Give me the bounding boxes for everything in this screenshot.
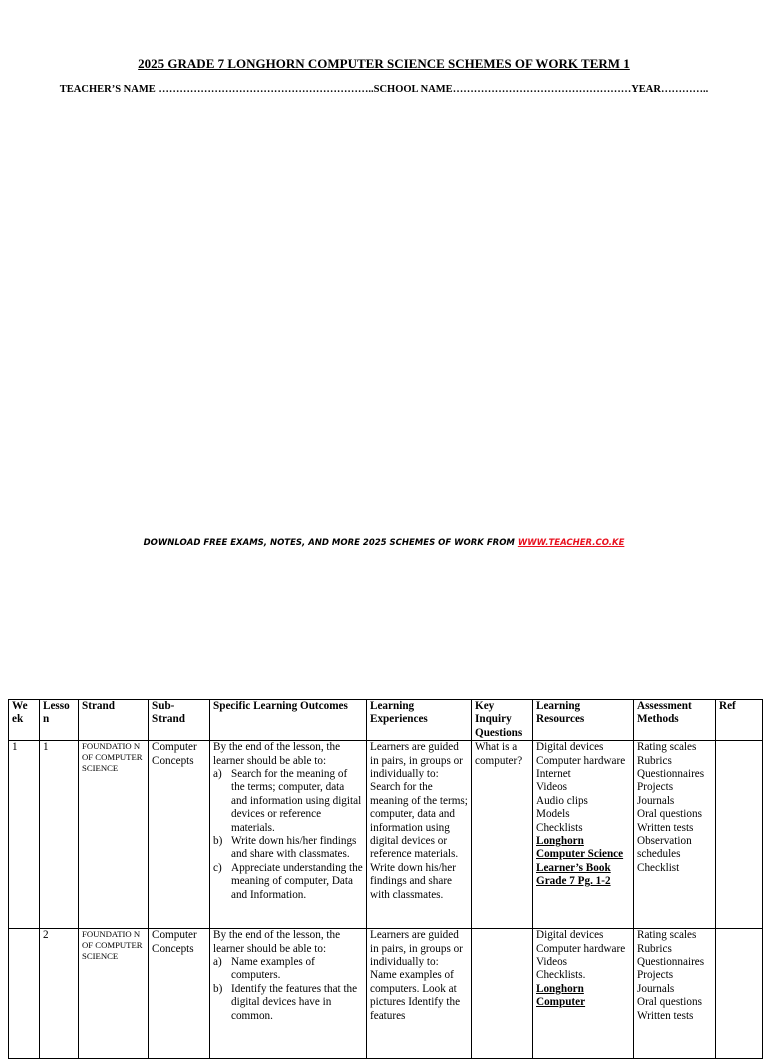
document-title: 2025 GRADE 7 LONGHORN COMPUTER SCIENCE SCHEMES OF WORK TERM 1: [138, 56, 630, 71]
cell-experiences: Learners are guided in pairs, in groups or individually to: Search for the meaning of the terms; computer, data and information using digital devices or reference materials. Write down his/her findings and share with classmates.: [367, 741, 472, 929]
cell-lesson: 2: [40, 929, 79, 1059]
cell-resources: [533, 741, 634, 929]
list-marker: b): [213, 982, 223, 995]
header-outcomes: Specific Learning Outcomes: [210, 700, 367, 741]
cell-questions: What is a computer?: [472, 741, 533, 929]
list-item: [213, 835, 363, 862]
table-header-row: [9, 700, 763, 741]
list-item: [213, 983, 363, 1023]
resource-item: Videos: [536, 781, 568, 794]
header-questions: Key Inquiry Questions: [472, 700, 533, 741]
cell-experiences: Learners are guided in pairs, in groups or individually to: Name examples of computers. Look at pictures Identify the features: [367, 929, 472, 1059]
textbook-reference: Longhorn Computer Science Learner’s Book Grade 7 Pg. 1-2: [536, 835, 624, 888]
assessment-item: Rating scales: [637, 929, 697, 942]
teacher-details-line: TEACHER’S NAME ……………………………………………………..SCHOOL NAME……………………………………………YEAR…………..: [59, 84, 709, 95]
list-text: Identify the features that the digital devices have in common.: [231, 982, 358, 1022]
header-resources: Learning Resources: [533, 700, 634, 741]
assessment-item: Questionnaires: [637, 956, 705, 969]
outcomes-intro: By the end of the lesson, the learner should be able to:: [213, 929, 341, 955]
assessment-item: Projects: [637, 781, 674, 794]
cell-week: 1: [9, 741, 40, 929]
assessment-item: Rubrics: [637, 754, 672, 767]
assessment-item: Journals: [637, 794, 675, 807]
resource-item: Videos: [536, 956, 568, 969]
assessment-item: Projects: [637, 969, 674, 982]
resource-item: Checklists.: [536, 969, 586, 982]
assessment-item: Written tests: [637, 1009, 694, 1022]
header-strand: Strand: [79, 700, 149, 741]
resource-item: Audio clips: [536, 794, 588, 807]
header-assessment: Assessment Methods: [634, 700, 716, 741]
cell-assessment: [634, 929, 716, 1059]
assessment-item: Rating scales: [637, 741, 697, 754]
list-text: Search for the meaning of the terms; computer, data and information using digital devices or reference materials.: [231, 768, 362, 834]
resource-item: Internet: [536, 768, 571, 781]
resource-item: Digital devices: [536, 741, 604, 754]
header-ref: Ref: [716, 700, 763, 741]
assessment-item: Written tests: [637, 821, 694, 834]
header-week: We ek: [9, 700, 40, 741]
assessment-item: Oral questions: [637, 808, 702, 821]
cell-week: [9, 929, 40, 1059]
cell-ref: [716, 929, 763, 1059]
header-substrand: Sub-Strand: [149, 700, 210, 741]
assessment-item: Rubrics: [637, 942, 672, 955]
table-row: [9, 741, 763, 929]
assessment-item: Journals: [637, 982, 675, 995]
cell-ref: [716, 741, 763, 929]
assessment-item: Questionnaires: [637, 768, 705, 781]
outcomes-intro: By the end of the lesson, the learner should be able to:: [213, 741, 341, 767]
list-text: Write down his/her findings and share with classmates.: [231, 835, 357, 861]
schemes-of-work-table: [8, 699, 763, 1059]
assessment-item: Oral questions: [637, 996, 702, 1009]
assessment-item: Observation schedules: [637, 835, 692, 861]
cell-questions: [472, 929, 533, 1059]
teacher-website-link[interactable]: WWW.TEACHER.CO.KE: [517, 538, 625, 548]
resource-item: Computer hardware: [536, 942, 626, 955]
cell-substrand: Computer Concepts: [149, 741, 210, 929]
resource-item: Digital devices: [536, 929, 604, 942]
outcomes-list: [213, 768, 363, 902]
list-marker: a): [213, 956, 222, 969]
list-text: Appreciate understanding the meaning of computer, Data and Information.: [231, 861, 363, 901]
list-marker: a): [213, 768, 222, 781]
cell-assessment: [634, 741, 716, 929]
download-notice: [0, 538, 768, 548]
list-item: [213, 956, 363, 983]
assessment-item: Checklist: [637, 861, 680, 874]
table-row: [9, 929, 763, 1059]
outcomes-list: [213, 956, 363, 1023]
list-item: [213, 862, 363, 902]
list-item: [213, 768, 363, 835]
cell-resources: [533, 929, 634, 1059]
cell-strand: FOUNDATIO N OF COMPUTER SCIENCE: [79, 929, 149, 1059]
cell-substrand: Computer Concepts: [149, 929, 210, 1059]
cell-outcomes: [210, 741, 367, 929]
list-marker: c): [213, 861, 222, 874]
resource-item: Models: [536, 808, 570, 821]
textbook-reference: Longhorn Computer: [536, 982, 586, 1009]
cell-outcomes: [210, 929, 367, 1059]
resource-item: Computer hardware: [536, 754, 626, 767]
list-marker: b): [213, 835, 223, 848]
resource-item: Checklists: [536, 821, 583, 834]
list-text: Name examples of computers.: [231, 956, 315, 982]
cell-strand: FOUNDATIO N OF COMPUTER SCIENCE: [79, 741, 149, 929]
download-text: DOWNLOAD FREE EXAMS, NOTES, AND MORE 2025 SCHEMES OF WORK FROM: [143, 538, 518, 548]
header-lesson: Lesso n: [40, 700, 79, 741]
cell-lesson: 1: [40, 741, 79, 929]
header-experiences: Learning Experiences: [367, 700, 472, 741]
